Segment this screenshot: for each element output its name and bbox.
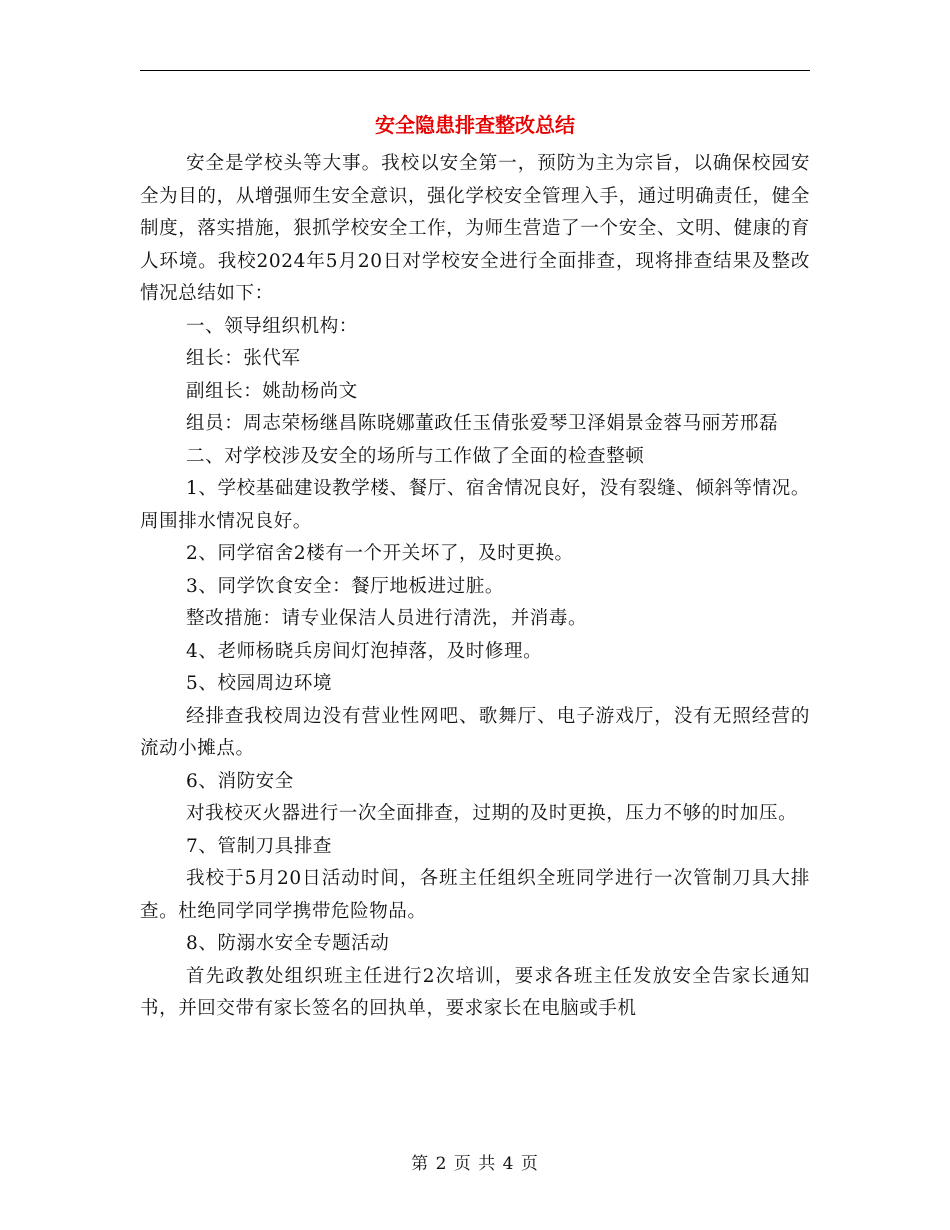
paragraph-item-4: 4、老师杨晓兵房间灯泡掉落，及时修理。 [186,640,543,662]
paragraph-item-5-body: 经排查我校周边没有营业性网吧、歌舞厅、电子游戏厅，没有无照经营的流动小摊点。 [140,705,810,759]
paragraph-leader: 组长：张代军 [186,348,301,369]
paragraph-item-6-heading: 6、消防安全 [186,770,294,792]
document-title: 安全隐患排查整改总结 [375,113,575,137]
page-number-footer: 第 2 页 共 4 页 [411,1154,539,1174]
paragraph-item-5-heading: 5、校园周边环境 [186,673,333,694]
section-heading-inspection: 二、对学校涉及安全的场所与工作做了全面的检查整顿 [186,445,645,467]
paragraph-rectification: 整改措施：请专业保洁人员进行清洗，并消毒。 [186,608,588,629]
paragraph-deputy-leader: 副组长：姚劼杨尚文 [186,380,358,402]
paragraph-intro: 安全是学校头等大事。我校以安全第一，预防为主为宗旨，以确保校园安全为目的，从增强师生安全意识，强化学校安全管理入手，通过明确责任，健全制度，落实措施，狠抓学校安全工作，为师生营造了一个安全、文明、健康的育人环境。我校2024年5月20日对学校安全进行全面排查，现将排查结果及整改情况总结如下： [140,153,810,304]
paragraph-item-8-heading: 8、防溺水安全专题活动 [186,933,390,954]
paragraph-item-7-body: 我校于5月20日活动时间，各班主任组织全班同学进行一次管制刀具大排查。杜绝同学同学携带危险物品。 [140,868,810,922]
paragraph-members: 组员：周志荣杨继昌陈晓娜董政任玉倩张爱琴卫泽娟景金蓉马丽芳邢磊 [186,413,779,434]
document-body [140,148,810,1026]
paragraph-item-6-body: 对我校灭火器进行一次全面排查，过期的及时更换，压力不够的时加压。 [186,803,798,824]
paragraph-item-8-body: 首先政教处组织班主任进行2次培训，要求各班主任发放安全告家长通知书，并回交带有家长签名的回执单，要求家长在电脑或手机 [140,965,810,1019]
paragraph-item-7-heading: 7、管制刀具排查 [186,835,333,857]
paragraph-item-1: 1、学校基础建设教学楼、餐厅、宿舍情况良好，没有裂缝、倾斜等情况。周围排水情况良好。 [140,478,810,532]
paragraph-item-3: 3、同学饮食安全：餐厅地板进过脏。 [186,575,504,597]
paragraph-item-2: 2、同学宿舍2楼有一个开关坏了，及时更换。 [186,543,574,564]
header-rule [140,70,810,71]
section-heading-organization: 一、领导组织机构： [186,315,358,337]
